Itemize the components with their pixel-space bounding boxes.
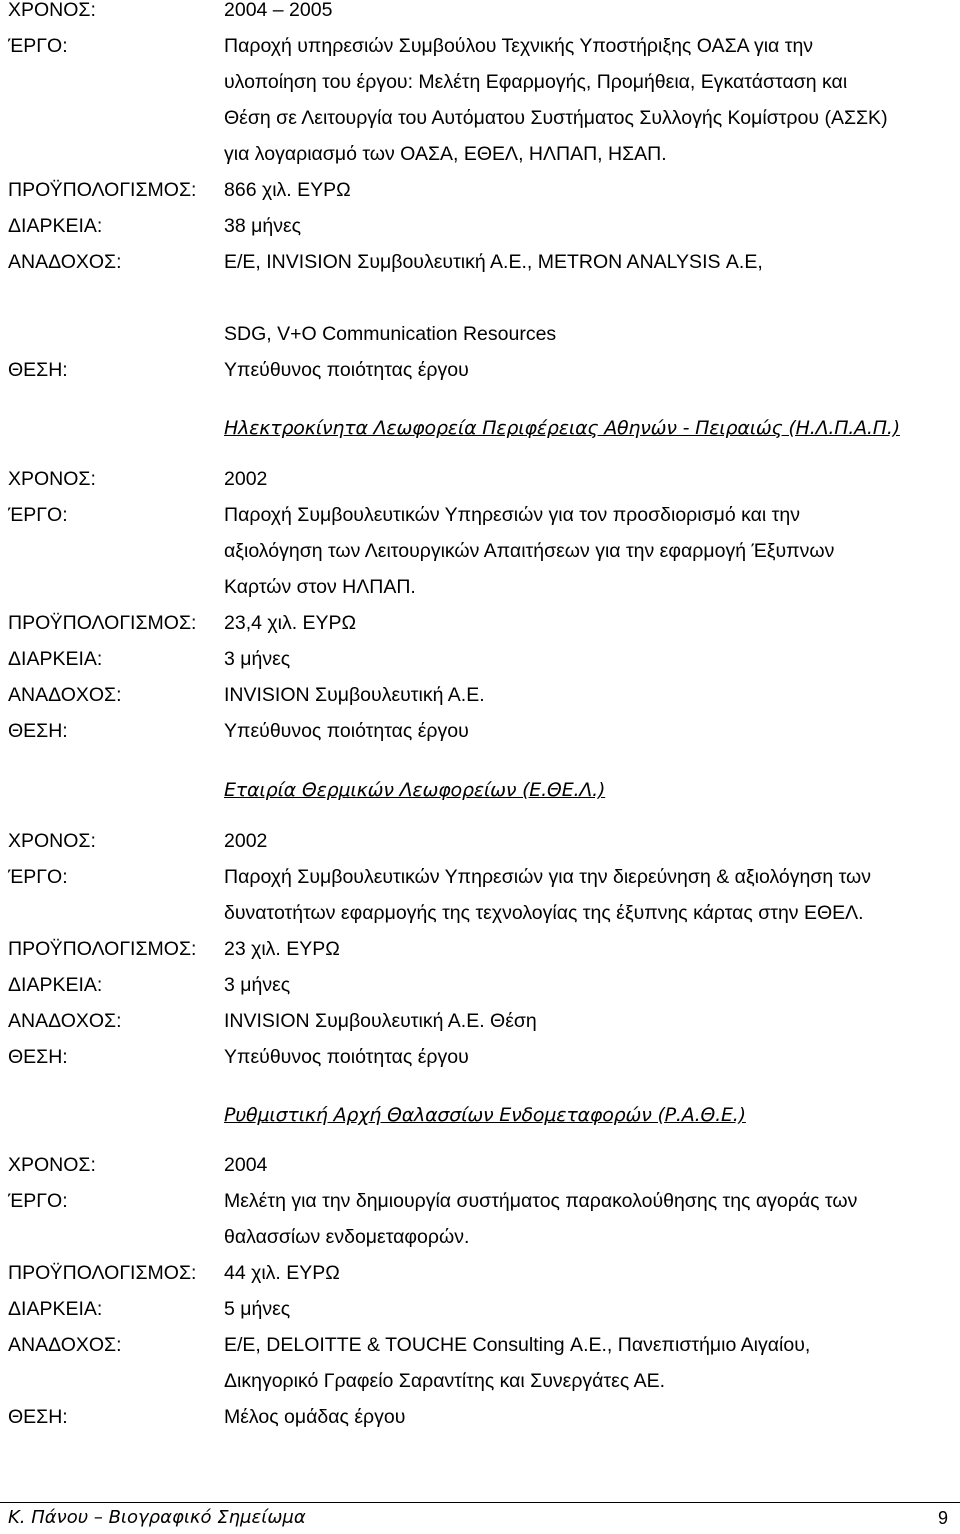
footer-author: Κ. Πάνου – Βιογραφικό Σημείωμα	[8, 1507, 306, 1528]
duration-value: 3 μήνες	[224, 974, 291, 996]
contractor-label: ΑΝΑΔΟΧΟΣ:	[8, 1334, 122, 1356]
project-line: Παροχή Συμβουλευτικών Υπηρεσιών για τον προσδιορισμό και την	[224, 504, 800, 526]
duration-value: 3 μήνες	[224, 648, 291, 670]
year-value: 2002	[224, 468, 268, 490]
year-value: 2004	[224, 1154, 268, 1176]
project-label: ΈΡΓΟ:	[8, 1190, 68, 1212]
project-label: ΈΡΓΟ:	[8, 35, 68, 57]
position-value: Υπεύθυνος ποιότητας έργου	[224, 359, 469, 381]
budget-label: ΠΡΟΫΠΟΛΟΓΙΣΜΟΣ:	[8, 612, 197, 634]
client-heading: Εταιρία Θερμικών Λεωφορείων (Ε.ΘΕ.Λ.)	[224, 779, 606, 801]
page-number: 9	[937, 1508, 948, 1528]
position-value: Υπεύθυνος ποιότητας έργου	[224, 1046, 469, 1068]
budget-value: 23,4 χιλ. ΕΥΡΩ	[224, 612, 357, 634]
contractor-value: INVISION Συμβουλευτική Α.Ε.	[224, 684, 485, 706]
duration-label: ΔΙΑΡΚΕΙΑ:	[8, 648, 103, 670]
contractor-value: SDG, V+O Communication Resources	[224, 323, 557, 345]
duration-value: 38 μήνες	[224, 215, 302, 237]
budget-label: ΠΡΟΫΠΟΛΟΓΙΣΜΟΣ:	[8, 179, 197, 201]
budget-value: 866 χιλ. ΕΥΡΩ	[224, 179, 351, 201]
contractor-label: ΑΝΑΔΟΧΟΣ:	[8, 1010, 122, 1032]
position-label: ΘΕΣΗ:	[8, 720, 68, 742]
year-label: ΧΡΟΝΟΣ:	[8, 1154, 96, 1176]
contractor-label: ΑΝΑΔΟΧΟΣ:	[8, 251, 122, 273]
project-line: δυνατοτήτων εφαρμογής της τεχνολογίας της έξυπνης κάρτας στην ΕΘΕΛ.	[224, 902, 864, 924]
duration-label: ΔΙΑΡΚΕΙΑ:	[8, 1298, 103, 1320]
budget-label: ΠΡΟΫΠΟΛΟΓΙΣΜΟΣ:	[8, 938, 197, 960]
footer-divider	[0, 1502, 960, 1503]
position-label: ΘΕΣΗ:	[8, 1046, 68, 1068]
year-value: 2002	[224, 830, 268, 852]
project-label: ΈΡΓΟ:	[8, 866, 68, 888]
project-line: Παροχή Συμβουλευτικών Υπηρεσιών για την διερεύνηση & αξιολόγηση των	[224, 866, 872, 888]
project-label: ΈΡΓΟ:	[8, 504, 68, 526]
position-label: ΘΕΣΗ:	[8, 359, 68, 381]
year-value: 2004 – 2005	[224, 0, 333, 21]
project-line: Θέση σε Λειτουργία του Αυτόματου Συστήματος Συλλογής Κομίστρου (ΑΣΣΚ)	[224, 107, 888, 129]
position-value: Μέλος ομάδας έργου	[224, 1406, 406, 1428]
position-label: ΘΕΣΗ:	[8, 1406, 68, 1428]
year-label: ΧΡΟΝΟΣ:	[8, 468, 96, 490]
client-heading: Ρυθμιστική Αρχή Θαλασσίων Ενδομεταφορών (Ρ.Α.Θ.Ε.)	[224, 1104, 746, 1126]
duration-label: ΔΙΑΡΚΕΙΑ:	[8, 974, 103, 996]
duration-value: 5 μήνες	[224, 1298, 291, 1320]
budget-label: ΠΡΟΫΠΟΛΟΓΙΣΜΟΣ:	[8, 1262, 197, 1284]
duration-label: ΔΙΑΡΚΕΙΑ:	[8, 215, 103, 237]
position-value: Υπεύθυνος ποιότητας έργου	[224, 720, 469, 742]
budget-value: 44 χιλ. ΕΥΡΩ	[224, 1262, 340, 1284]
project-line: αξιολόγηση των Λειτουργικών Απαιτήσεων για την εφαρμογή Έξυπνων	[224, 540, 835, 562]
project-line: για λογαριασμό των ΟΑΣΑ, ΕΘΕΛ, ΗΛΠΑΠ, ΗΣΑΠ.	[224, 143, 667, 165]
contractor-value: Δικηγορικό Γραφείο Σαραντίτης και Συνεργάτες ΑΕ.	[224, 1370, 666, 1392]
budget-value: 23 χιλ. ΕΥΡΩ	[224, 938, 340, 960]
contractor-label: ΑΝΑΔΟΧΟΣ:	[8, 684, 122, 706]
year-label: ΧΡΟΝΟΣ:	[8, 830, 96, 852]
project-line: Μελέτη για την δημιουργία συστήματος παρακολούθησης της αγοράς των	[224, 1190, 858, 1212]
project-line: Καρτών στον ΗΛΠΑΠ.	[224, 576, 416, 598]
contractor-value: Ε/Ε, INVISION Συμβουλευτική Α.Ε., METRON ANALYSIS Α.Ε,	[224, 251, 763, 273]
contractor-value: INVISION Συμβουλευτική Α.Ε. Θέση	[224, 1010, 537, 1032]
project-line: θαλασσίων ενδομεταφορών.	[224, 1226, 470, 1248]
client-heading: Ηλεκτροκίνητα Λεωφορεία Περιφέρειας Αθηνών - Πειραιώς (Η.Λ.Π.Α.Π.)	[224, 417, 900, 439]
project-line: Παροχή υπηρεσιών Συμβούλου Τεχνικής Υποστήριξης ΟΑΣΑ για την	[224, 35, 814, 57]
year-label: ΧΡΟΝΟΣ:	[8, 0, 96, 21]
project-line: υλοποίηση του έργου: Μελέτη Εφαρμογής, Προμήθεια, Εγκατάσταση και	[224, 71, 848, 93]
contractor-value: Ε/Ε, DELOITTE & TOUCHE Consulting Α.Ε., Πανεπιστήμιο Αιγαίου,	[224, 1334, 811, 1356]
